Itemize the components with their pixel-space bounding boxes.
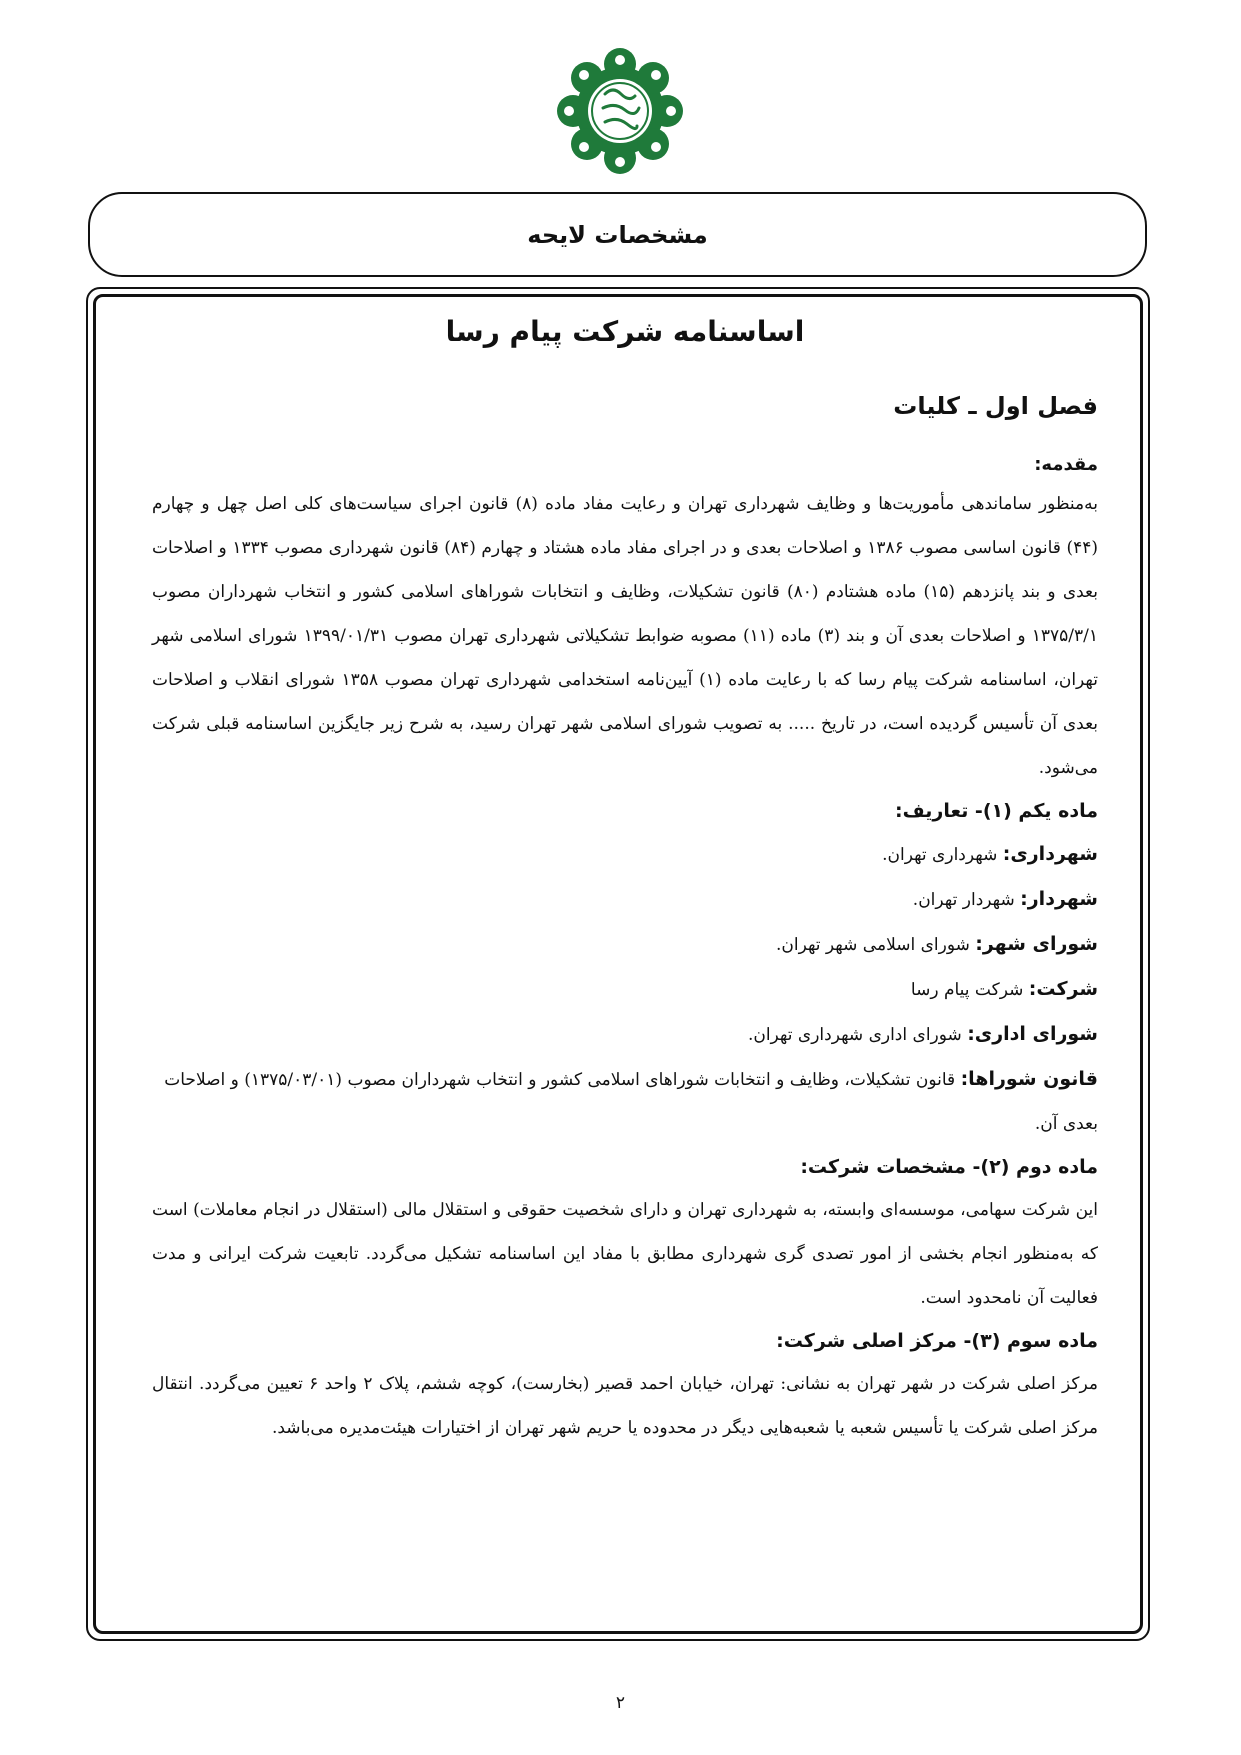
- definition-text: شهرداری تهران.: [882, 845, 1003, 865]
- definition-item: [152, 1012, 1098, 1057]
- document-content: [152, 300, 1098, 1450]
- definition-item: [152, 967, 1098, 1012]
- bill-specs-header: [88, 192, 1147, 277]
- definition-term: شورای اداری:: [967, 1023, 1098, 1045]
- definition-item: [152, 922, 1098, 967]
- header-title: مشخصات لایحه: [527, 220, 708, 249]
- council-logo: [555, 46, 685, 176]
- definition-text: شورای اسلامی شهر تهران.: [775, 935, 976, 955]
- page-number: ۲: [615, 1693, 626, 1713]
- definition-text: قانون تشکیلات، وظایف و انتخابات شوراهای اسلامی کشور و انتخاب شهرداران مصوب (۱۳۷۵/۰۳/۰۱) و اصلاحات بعدی آن.: [164, 1070, 1098, 1134]
- article-2-text: این شرکت سهامی، موسسه‌ای وابسته، به شهرداری تهران و دارای شخصیت حقوقی و استقلال مالی (استقلال در انجام معاملات) است که به‌منظور انجام بخشی از امور تصدی گری شهرداری مطابق با مفاد این اساسنامه تشکیل می‌گردد. تابعیت شرکت ایرانی و مدت فعالیت آن نامحدود است.: [152, 1200, 1098, 1308]
- definition-term: قانون شوراها:: [960, 1068, 1098, 1090]
- definition-item: [152, 832, 1098, 877]
- definition-term: شرکت:: [1028, 978, 1098, 1000]
- intro-paragraph: به‌منظور ساماندهی مأموریت‌ها و وظایف شهرداری تهران و رعایت مفاد ماده (۸) قانون اجرای سیاست‌های کلی اصل چهل و چهارم (۴۴) قانون اساسی مصوب ۱۳۸۶ و اصلاحات بعدی و در اجرای مفاد ماده هشتاد و چهارم (۸۴) قانون شهرداری مصوب ۱۳۳۴ و اصلاحات بعدی و بند پانزدهم (۱۵) ماده هشتادم (۸۰) قانون تشکیلات، وظایف و انتخابات شوراهای اسلامی کشور و انتخاب شهرداران مصوب ۱۳۷۵/۳/۱ و اصلاحات بعدی آن و بند (۳) ماده (۱۱) مصوبه ضوابط تشکیلاتی شهرداری تهران مصوب ۱۳۹۹/۰۱/۳۱ شورای اسلامی شهر تهران، اساسنامه شرکت پیام رسا که با رعایت ماده (۱) آیین‌نامه استخدامی شهرداری تهران مصوب ۱۳۵۸ شورای انقلاب و اصلاحات بعدی آن تأسیس گردیده است، در تاریخ ..... به تصویب شورای اسلامی شهر تهران رسید، به شرح زیر جایگزین اساسنامه قبلی شرکت می‌شود.: [152, 494, 1099, 778]
- article-3-heading: ماده سوم (۳)- مرکز اصلی شرکت:: [776, 1330, 1098, 1352]
- article-3-text: مرکز اصلی شرکت در شهر تهران به نشانی: تهران، خیابان احمد قصیر (بخارست)، کوچه ششم، پلاک ۲ واحد ۶ تعیین می‌گردد. انتقال مرکز اصلی شرکت یا تأسیس شعبه یا شعبه‌هایی دیگر در محدوده یا حریم شهر تهران از اختیارات هیئت‌مدیره می‌باشد.: [152, 1374, 1098, 1438]
- intro-heading: مقدمه:: [1034, 454, 1098, 475]
- definition-term: شهرداری:: [1002, 843, 1098, 865]
- definition-item: [152, 877, 1098, 922]
- chapter-heading: فصل اول ـ کلیات: [893, 392, 1098, 420]
- definition-term: شهردار:: [1020, 888, 1098, 910]
- definition-text: شهردار تهران.: [912, 890, 1021, 910]
- definition-text: شورای اداری شهرداری تهران.: [747, 1025, 968, 1045]
- definition-text: شرکت پیام رسا: [910, 980, 1029, 1000]
- document-title: اساسنامه شرکت پیام رسا: [445, 315, 805, 348]
- article-1-heading: ماده یکم (۱)- تعاریف:: [895, 800, 1098, 822]
- article-2-heading: ماده دوم (۲)- مشخصات شرکت:: [800, 1156, 1098, 1178]
- council-emblem-icon: [555, 46, 685, 176]
- definition-item: [152, 1057, 1098, 1146]
- definition-term: شورای شهر:: [975, 933, 1098, 955]
